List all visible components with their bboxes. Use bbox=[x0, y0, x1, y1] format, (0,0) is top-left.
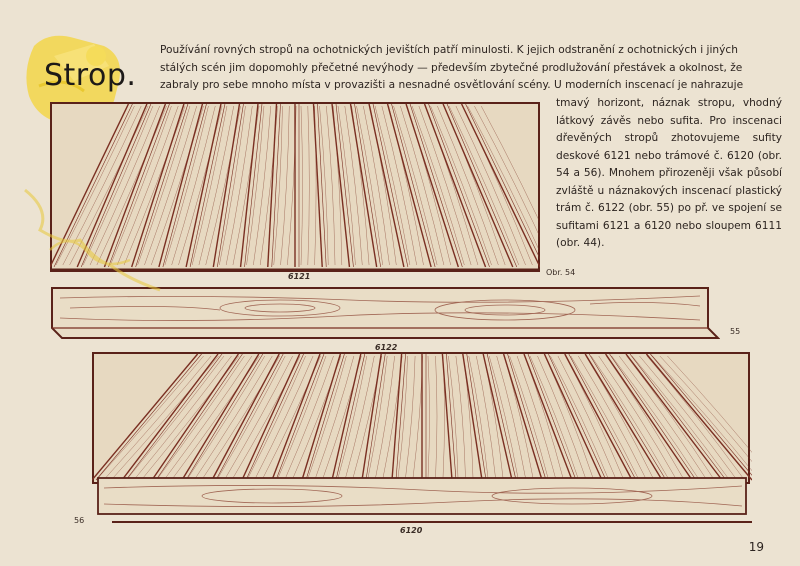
intro-paragraph-side: tmavý horizont, náznak stropu, vhodný látkový závěs nebo sufita. Pro inscenaci dřevěných stropů zhotovujeme sufity deskové 6121 nebo trámové č. 6120 (obr. 54 a 56). Mnohem přirozeněji však působí zvláště u náznakových inscenací plastický trám č. 6122 (obr. 55) po př. ve spojení se sufitami 6121 a 6120 nebo sloupem 6111 (obr. 44). bbox=[556, 97, 782, 249]
figure-6121-model-number: 6121 bbox=[288, 272, 311, 281]
figure-55-caption: 55 bbox=[730, 327, 741, 336]
intro-paragraph-line-1: Používání rovných stropů na ochotnických jevištích patří minulosti. K jejich odstranění z ochotnických i jiných stálých scén jim dopomohly přečetné nevýhody — především zbytečné prodlužování přestávek a okolnost, že zabraly pro sebe mnoho místa v provazišti a nesnadné osvětlování scény. U moderních inscenací je nahrazuje bbox=[160, 44, 744, 91]
figure-6120-beamed-ceiling bbox=[92, 352, 752, 524]
figure-54-caption: Obr. 54 bbox=[546, 268, 576, 277]
page-title: Strop. bbox=[44, 58, 137, 93]
signature-watermark bbox=[10, 170, 180, 310]
figure-56-caption: 56 bbox=[74, 516, 85, 525]
figure-6120-model-number: 6120 bbox=[400, 526, 423, 535]
figure-6122-model-number: 6122 bbox=[375, 343, 398, 352]
page-number: 19 bbox=[748, 540, 764, 554]
